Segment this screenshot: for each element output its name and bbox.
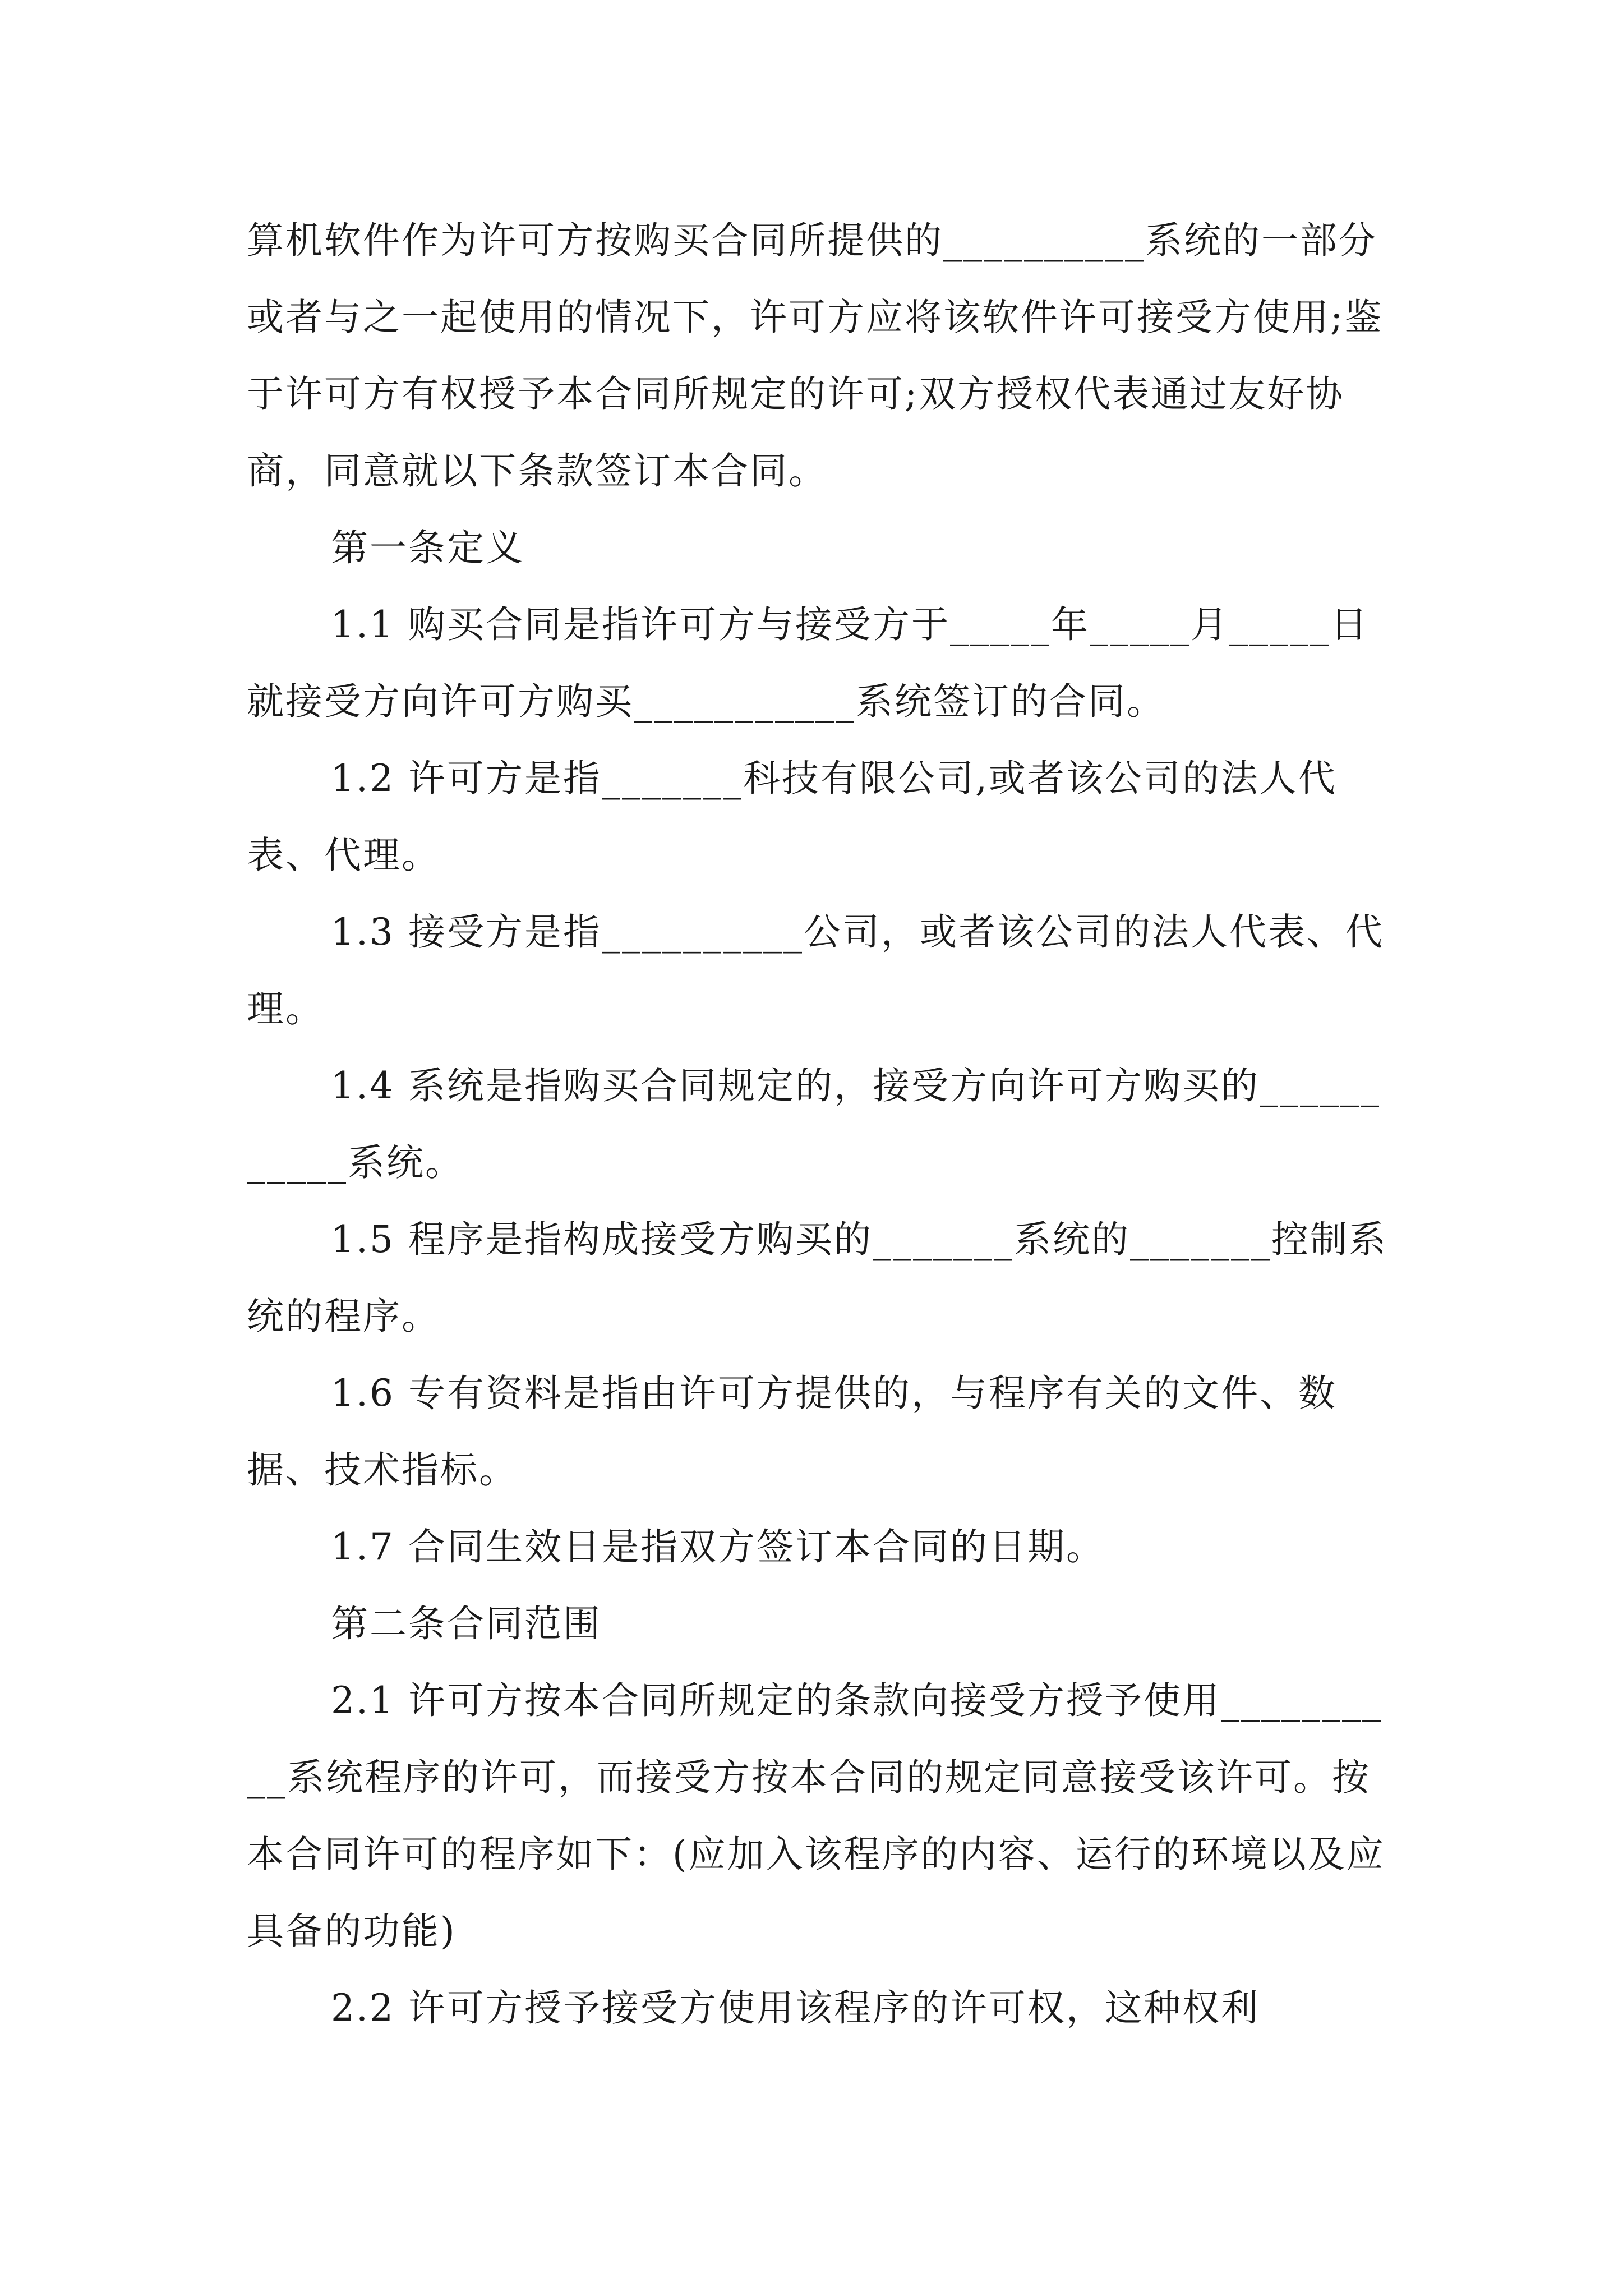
article-2-heading: 第二条合同范围 <box>331 1602 602 1645</box>
clause-2-1: 2.1 许可方按本合同所规定的条款向接受方授予使用__________系统程序的许可，而接受方按本合同的规定同意接受该许可。按本合同许可的程序如下：(应加入该程序的内容、运行的环境以及应具备的功能) <box>247 1679 1385 1953</box>
clause-1-5: 1.5 程序是指构成接受方购买的_______系统的_______控制系统的程序。 <box>247 1218 1387 1338</box>
article-1-heading: 第一条定义 <box>331 526 524 569</box>
clause-1-4: 1.4 系统是指购买合同规定的，接受方向许可方购买的___________系统。 <box>247 1064 1381 1184</box>
clause-1-3: 1.3 接受方是指__________公司，或者该公司的法人代表、代理。 <box>247 910 1384 1030</box>
clause-1-7: 1.7 合同生效日是指双方签订本合同的日期。 <box>331 1525 1105 1568</box>
document-body <box>247 202 1391 2046</box>
clause-1-6: 1.6 专有资料是指由许可方提供的，与程序有关的文件、数据、技术指标。 <box>247 1372 1337 1492</box>
clause-2-2: 2.2 许可方授予接受方使用该程序的许可权，这种权利 <box>331 1986 1260 2030</box>
clause-1-1: 1.1 购买合同是指许可方与接受方于_____年_____月_____日就接受方向许可方购买___________系统签订的合同。 <box>247 603 1369 723</box>
paragraph-preamble: 算机软件作为许可方按购买合同所提供的__________系统的一部分或者与之一起使用的情况下，许可方应将该软件许可接受方使用;鉴于许可方有权授予本合同所规定的许可;双方授权代表通过友好协商，同意就以下条款签订本合同。 <box>247 219 1384 493</box>
clause-1-2: 1.2 许可方是指_______科技有限公司,或者该公司的法人代表、代理。 <box>247 757 1337 877</box>
